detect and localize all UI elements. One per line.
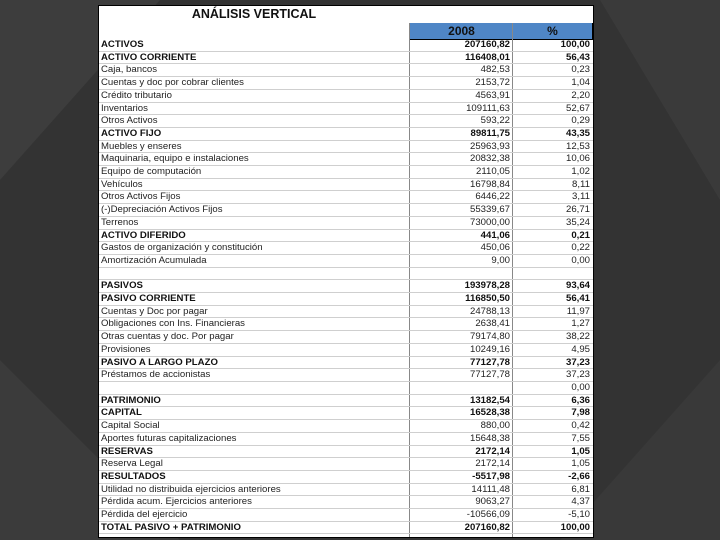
row-value: 2110,05 [476, 166, 510, 178]
table-row [99, 458, 593, 470]
row-label: PASIVO A LARGO PLAZO [101, 356, 218, 368]
row-percent: 26,71 [565, 204, 590, 216]
row-label: Otros Activos Fijos [101, 191, 181, 203]
row-percent: 3,11 [572, 191, 590, 203]
row-value: 441,06 [480, 229, 510, 241]
table-row [99, 369, 593, 381]
row-value: 116408,01 [465, 51, 510, 63]
row-percent: 0,22 [571, 242, 590, 254]
row-label: Crédito tributario [101, 89, 172, 101]
row-value: 116850,50 [465, 293, 510, 305]
table-row [99, 191, 593, 203]
row-value: 193978,28 [464, 280, 510, 292]
row-label: ACTIVO DIFERIDO [101, 229, 186, 241]
row-value: 4563,91 [475, 89, 510, 101]
row-label: PASIVO CORRIENTE [101, 293, 196, 305]
row-label: Préstamos de accionistas [101, 369, 211, 381]
row-value: 207160,82 [464, 39, 510, 50]
row-value: 482,53 [480, 64, 510, 76]
table-row [99, 509, 593, 521]
row-label: Obligaciones con Ins. Financieras [101, 318, 245, 330]
table-row [99, 115, 593, 127]
analysis-sheet [98, 5, 594, 538]
row-percent: 4,37 [571, 496, 590, 508]
row-value: 6446,22 [475, 191, 510, 203]
table-row [99, 331, 593, 343]
row-label: Aportes futuras capitalizaciones [101, 432, 237, 444]
row-percent: 4,95 [571, 343, 590, 355]
row-percent: 2,20 [571, 89, 590, 101]
table-row [99, 344, 593, 356]
row-percent: 1,04 [571, 77, 590, 89]
table-row [99, 306, 593, 318]
table-row [99, 242, 593, 254]
table-row [99, 268, 593, 280]
row-percent: -2,66 [568, 470, 590, 482]
table-row [99, 255, 593, 267]
row-percent: -5,10 [568, 509, 590, 521]
row-percent: 56,43 [565, 51, 590, 63]
row-value: 16528,38 [469, 407, 510, 419]
row-label: ACTIVO CORRIENTE [101, 51, 197, 63]
row-label: Capital Social [101, 420, 160, 432]
table-row [99, 420, 593, 432]
table-row [99, 407, 593, 419]
row-label: (-)Depreciación Activos Fijos [101, 204, 223, 216]
row-percent: 6,36 [571, 394, 590, 406]
table-row [99, 52, 593, 64]
row-value: 2153,72 [475, 77, 510, 89]
row-value: 2172,14 [475, 445, 510, 457]
row-label: Vehículos [101, 178, 143, 190]
row-percent: 93,64 [565, 280, 590, 292]
row-label: Provisiones [101, 343, 151, 355]
row-label: ACTIVOS [101, 39, 144, 50]
row-label: Gastos de organización y constitución [101, 242, 263, 254]
table-row [99, 217, 593, 229]
row-value: 73000,00 [469, 216, 510, 228]
table-body [99, 39, 593, 534]
row-label: Caja, bancos [101, 64, 157, 76]
row-value: 77127,78 [469, 369, 510, 381]
row-label: Inventarios [101, 102, 148, 114]
table-row [99, 179, 593, 191]
row-value: 25963,93 [469, 140, 510, 152]
table-row [99, 90, 593, 102]
row-percent: 52,67 [565, 102, 590, 114]
table-row [99, 166, 593, 178]
row-label: Reserva Legal [101, 458, 163, 470]
row-value: 10249,16 [469, 343, 510, 355]
row-value: 2638,41 [475, 318, 510, 330]
row-percent: 0,00 [571, 254, 590, 266]
row-percent: 7,55 [571, 432, 590, 444]
row-value: -5517,98 [472, 470, 510, 482]
row-label: PASIVOS [101, 280, 143, 292]
row-label: Equipo de computación [101, 166, 202, 178]
row-label: Cuentas y doc por cobrar clientes [101, 77, 244, 89]
row-percent: 8,11 [572, 178, 590, 190]
row-percent: 37,23 [565, 356, 590, 368]
row-value: 14111,48 [471, 483, 510, 495]
row-value: 15648,38 [469, 432, 510, 444]
row-percent: 10,06 [565, 153, 590, 165]
row-value: 2172,14 [475, 458, 510, 470]
table-row [99, 103, 593, 115]
row-percent: 0,29 [571, 115, 590, 127]
row-label: Pérdida acum. Ejercicios anteriores [101, 496, 252, 508]
row-label: Cuentas y Doc por pagar [101, 305, 208, 317]
row-label: Otros Activos [101, 115, 158, 127]
row-value: 109111,63 [466, 102, 510, 114]
row-value: 13182,54 [469, 394, 510, 406]
row-percent: 100,00 [560, 521, 590, 533]
row-label: Amortización Acumulada [101, 254, 207, 266]
row-label: RESULTADOS [101, 470, 166, 482]
table-row [99, 141, 593, 153]
table-row [99, 318, 593, 330]
row-label: Utilidad no distribuida ejercicios anteriores [101, 483, 281, 495]
row-percent: 0,42 [571, 420, 590, 432]
table-row [99, 496, 593, 508]
row-percent: 35,24 [565, 216, 590, 228]
row-percent: 1,05 [571, 458, 590, 470]
table-row [99, 484, 593, 496]
table-row [99, 39, 593, 51]
row-value: 880,00 [480, 420, 510, 432]
table-row [99, 230, 593, 242]
row-label: CAPITAL [101, 407, 142, 419]
table-row [99, 280, 593, 292]
row-label: Pérdida del ejercicio [101, 509, 188, 521]
table-row [99, 153, 593, 165]
row-percent: 56,41 [565, 293, 590, 305]
row-percent: 0,21 [571, 229, 590, 241]
table-row [99, 128, 593, 140]
row-percent: 38,22 [565, 331, 590, 343]
row-percent: 1,02 [571, 166, 590, 178]
table-row [99, 446, 593, 458]
row-percent: 1,05 [571, 445, 590, 457]
row-percent: 7,98 [571, 407, 590, 419]
row-percent: 100,00 [560, 39, 590, 50]
row-percent: 6,81 [571, 483, 590, 495]
row-label: TOTAL PASIVO + PATRIMONIO [101, 521, 241, 533]
table-row [99, 382, 593, 394]
row-value: 16798,84 [469, 178, 510, 190]
row-label: PATRIMONIO [101, 394, 161, 406]
table-row [99, 204, 593, 216]
row-label: RESERVAS [101, 445, 153, 457]
row-percent: 37,23 [565, 369, 590, 381]
row-value: 77127,78 [469, 356, 510, 368]
row-percent: 0,00 [571, 381, 590, 393]
row-label: ACTIVO FIJO [101, 127, 162, 139]
row-value: 20832,38 [469, 153, 510, 165]
row-percent: 1,27 [571, 318, 590, 330]
table-row [99, 293, 593, 305]
row-percent: 0,23 [571, 64, 590, 76]
row-value: 89811,75 [470, 127, 510, 139]
table-row [99, 471, 593, 483]
row-value: 55339,67 [469, 204, 510, 216]
bg-triangle-top-right [600, 0, 720, 200]
row-value: 79174,80 [469, 331, 510, 343]
row-divider [99, 533, 593, 534]
table-row [99, 522, 593, 534]
header-percent: % [513, 23, 593, 40]
table-row [99, 77, 593, 89]
header-year: 2008 [409, 23, 514, 40]
table-row [99, 433, 593, 445]
table-row [99, 395, 593, 407]
table-row [99, 64, 593, 76]
row-value: 9,00 [491, 254, 510, 266]
row-percent: 12,53 [565, 140, 590, 152]
row-value: 593,22 [480, 115, 510, 127]
table-row [99, 357, 593, 369]
row-value: 9063,27 [475, 496, 510, 508]
row-label: Maquinaria, equipo e instalaciones [101, 153, 249, 165]
row-percent: 43,35 [565, 127, 590, 139]
row-value: 24788,13 [469, 305, 510, 317]
row-value: -10566,09 [466, 509, 510, 521]
row-value: 207160,82 [464, 521, 510, 533]
row-value: 450,06 [480, 242, 510, 254]
row-label: Otras cuentas y doc. Por pagar [101, 331, 234, 343]
row-label: Terrenos [101, 216, 139, 228]
row-percent: 11,97 [566, 305, 590, 317]
sheet-title: ANÁLISIS VERTICAL [191, 7, 317, 21]
row-label: Muebles y enseres [101, 140, 182, 152]
